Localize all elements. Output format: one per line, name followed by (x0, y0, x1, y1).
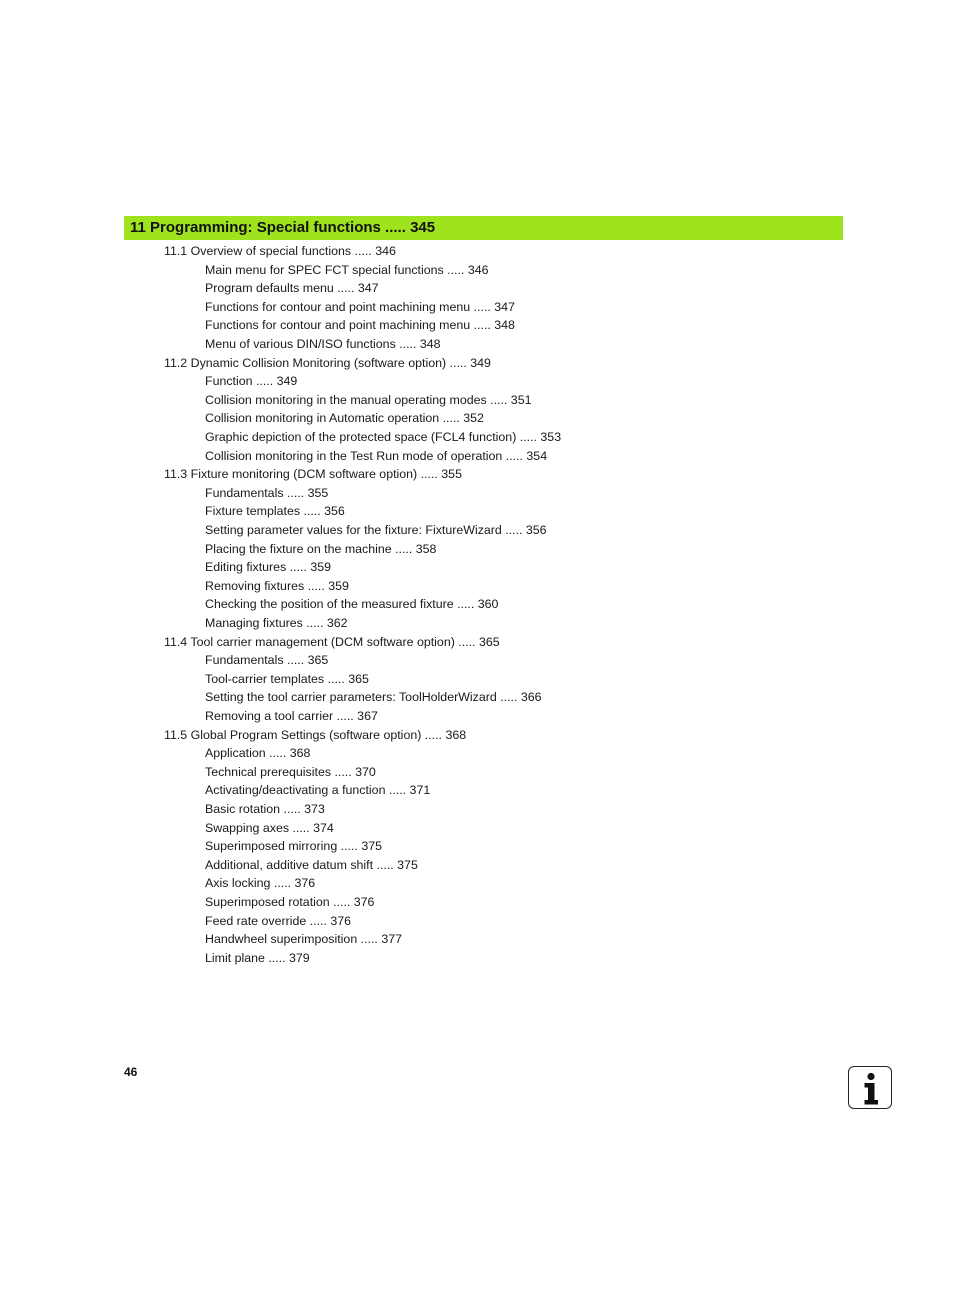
toc-subsection-entry[interactable]: Fixture templates ..... 356 (205, 504, 345, 519)
toc-subsection-entry[interactable]: Handwheel superimposition ..... 377 (205, 932, 402, 947)
toc-subsection-entry[interactable]: Superimposed rotation ..... 376 (205, 895, 375, 909)
toc-section-entry[interactable]: 11.5 Global Program Settings (software option) ..... 368 (164, 727, 467, 742)
toc-subsection-entry[interactable]: Collision monitoring in the Test Run mode of operation ..... 354 (205, 448, 548, 463)
toc-subsection-entry[interactable]: Setting the tool carrier parameters: ToolHolderWizard ..... 366 (205, 690, 542, 705)
toc-subsection-entry[interactable]: Menu of various DIN/ISO functions ..... 348 (205, 337, 441, 351)
info-icon (848, 1066, 892, 1109)
toc-subsection-entry[interactable]: Tool-carrier templates ..... 365 (205, 671, 369, 686)
toc-subsection-entry[interactable]: Editing fixtures ..... 359 (205, 560, 332, 575)
toc-subsection-entry[interactable]: Main menu for SPEC FCT special functions ..... 346 (205, 262, 489, 277)
toc-subsection-entry[interactable]: Managing fixtures ..... 362 (205, 616, 348, 630)
toc-subsection-entry[interactable]: Removing a tool carrier ..... 367 (205, 709, 378, 723)
chapter-title[interactable]: 11 Programming: Special functions ..... 345 (130, 219, 436, 236)
toc-section-entry[interactable]: 11.2 Dynamic Collision Monitoring (software option) ..... 349 (164, 355, 491, 370)
toc-subsection-entry[interactable]: Fundamentals ..... 365 (205, 653, 329, 668)
toc-subsection-entry[interactable]: Setting parameter values for the fixture: FixtureWizard ..... 356 (205, 523, 547, 537)
toc-subsection-entry[interactable]: Technical prerequisites ..... 370 (205, 764, 376, 779)
toc-subsection-entry[interactable]: Checking the position of the measured fixture ..... 360 (205, 597, 499, 612)
toc-subsection-entry[interactable]: Program defaults menu ..... 347 (205, 281, 379, 296)
toc-subsection-entry[interactable]: Axis locking ..... 376 (205, 876, 316, 891)
toc-section-entry[interactable]: 11.4 Tool carrier management (DCM software option) ..... 365 (164, 634, 500, 649)
toc-subsection-entry[interactable]: Functions for contour and point machining menu ..... 347 (205, 299, 515, 314)
toc-subsection-entry[interactable]: Application ..... 368 (205, 746, 311, 761)
toc-subsection-entry[interactable]: Basic rotation ..... 373 (205, 802, 325, 816)
toc-subsection-entry[interactable]: Function ..... 349 (205, 374, 298, 389)
toc-section-entry[interactable]: 11.1 Overview of special functions ..... 346 (164, 244, 396, 258)
toc-section-entry[interactable]: 11.3 Fixture monitoring (DCM software option) ..... 355 (164, 467, 462, 482)
toc-subsection-entry[interactable]: Feed rate override ..... 376 (205, 913, 352, 928)
toc-subsection-entry[interactable]: Collision monitoring in Automatic operation ..... 352 (205, 411, 484, 426)
toc-subsection-entry[interactable]: Limit plane ..... 379 (205, 950, 310, 965)
toc-subsection-entry[interactable]: Graphic depiction of the protected space (FCL4 function) ..... 353 (205, 430, 562, 444)
toc-subsection-entry[interactable]: Swapping axes ..... 374 (205, 820, 334, 835)
chapter-heading-bar (124, 216, 843, 240)
toc-subsection-entry[interactable]: Activating/deactivating a function ..... 371 (205, 783, 431, 798)
toc-subsection-entry[interactable]: Removing fixtures ..... 359 (205, 578, 349, 593)
toc-subsection-entry[interactable]: Fundamentals ..... 355 (205, 485, 329, 500)
toc-subsection-entry[interactable]: Additional, additive datum shift ..... 375 (205, 857, 418, 872)
toc-subsection-entry[interactable]: Superimposed mirroring ..... 375 (205, 839, 382, 854)
page-number: 46 (124, 1065, 138, 1079)
info-glyph (849, 1067, 893, 1110)
toc-subsection-entry[interactable]: Collision monitoring in the manual operating modes ..... 351 (205, 392, 532, 407)
toc-subsection-entry[interactable]: Functions for contour and point machining menu ..... 348 (205, 318, 515, 333)
toc-subsection-entry[interactable]: Placing the fixture on the machine ..... 358 (205, 541, 437, 556)
